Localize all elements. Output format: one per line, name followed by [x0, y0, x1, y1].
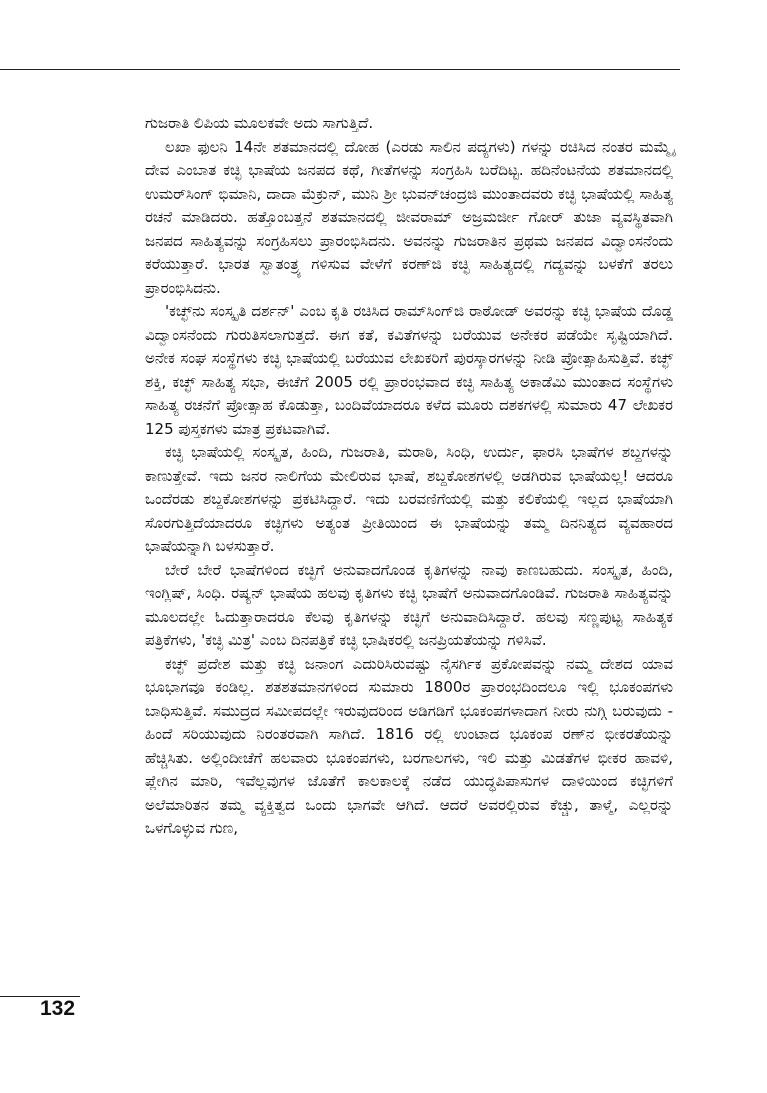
paragraph-6: ಕಚ್ಛ್ ಪ್ರದೇಶ ಮತ್ತು ಕಚ್ಛಿ ಜನಾಂಗ ಎದುರಿಸಿರುವಷ್ಟು ನೈಸರ್ಗಿಕ ಪ್ರಕೋಪವನ್ನು ನಮ್ಮ ದೇಶದ ಯಾವ ಭೂಭಾಗವೂ ಕಂಡಿಲ್ಲ. ಶತಶತಮಾನಗಳಿಂದ ಸುಮಾರು 1800ರ ಪ್ರಾರಂಭದಿಂದಲೂ ಇಲ್ಲಿ ಭೂಕಂಪಗಳು ಬಾಧಿಸುತ್ತಿವೆ. ಸಮುದ್ರದ ಸಮೀಪದಲ್ಲೇ ಇರುವುದರಿಂದ ಅಡಿಗಡಿಗೆ ಭೂಕಂಪಗಳಾದಾಗ ನೀರು ನುಗ್ಗಿ ಬರುವುದು - ಹಿಂದೆ ಸರಿಯುವುದು ನಿರಂತರವಾಗಿ ಸಾಗಿದೆ. 1816 ರಲ್ಲಿ ಉಂಟಾದ ಭೂಕಂಪ ರಣ್‌ನ ಭೀಕರತೆಯನ್ನು ಹೆಚ್ಚಿಸಿತು. ಅಲ್ಲಿಂದೀಚೆಗೆ ಹಲವಾರು ಭೂಕಂಪಗಳು, ಬರಗಾಲಗಳು, ಇಲಿ ಮತ್ತು ಮಿಡತೆಗಳ ಭೀಕರ ಹಾವಳಿ, ಪ್ಲೇಗಿನ ಮಾರಿ, ಇವೆಲ್ಲವುಗಳ ಜೊತೆಗೆ ಕಾಲಕಾಲಕ್ಕೆ ನಡೆದ ಯುದ್ಧಪಿಪಾಸುಗಳ ದಾಳಿಯಿಂದ ಕಚ್ಛಿಗಳಿಗೆ ಅಲೆಮಾರಿತನ ತಮ್ಮ ವ್ಯಕ್ತಿತ್ವದ ಒಂದು ಭಾಗವೇ ಆಗಿದೆ. ಆದರೆ ಅವರಲ್ಲಿರುವ ಕೆಚ್ಚು, ತಾಳ್ಮೆ, ಎಲ್ಲರನ್ನು ಒಳಗೊಳ್ಳುವ ಗುಣ, — [145, 654, 673, 837]
header-rule — [0, 69, 680, 70]
paragraph-5: ಬೇರೆ ಬೇರೆ ಭಾಷೆಗಳಿಂದ ಕಚ್ಛಿಗೆ ಅನುವಾದಗೊಂಡ ಕೃತಿಗಳನ್ನು ನಾವು ಕಾಣಬಹುದು. ಸಂಸ್ಕೃತ, ಹಿಂದಿ, ಇಂಗ್ಲಿಷ್, ಸಿಂಧಿ. ರಷ್ಯನ್ ಭಾಷೆಯ ಹಲವು ಕೃತಿಗಳು ಕಚ್ಛಿ ಭಾಷೆಗೆ ಅನುವಾದಗೊಂಡಿವೆ. ಗುಜರಾತಿ ಸಾಹಿತ್ಯವನ್ನು ಮೂಲದಲ್ಲೇ ಓದುತ್ತಾರಾದರೂ ಕೆಲವು ಕೃತಿಗಳನ್ನು ಕಚ್ಛಿಗೆ ಅನುವಾದಿಸಿದ್ದಾರೆ. ಹಲವು ಸಣ್ಣಪುಟ್ಟ ಸಾಹಿತ್ಯಕ ಪತ್ರಿಕೆಗಳು, 'ಕಚ್ಛಿ ಮಿತ್ರ' ಎಂಬ ದಿನಪತ್ರಿಕೆ ಕಚ್ಛಿ ಭಾಷಿಕರಲ್ಲಿ ಜನಪ್ರಿಯತೆಯನ್ನು ಗಳಿಸಿವೆ. — [145, 560, 673, 649]
paragraph-2: ಲಖಾ ಫುಲನಿ 14ನೇ ಶತಮಾನದಲ್ಲಿ ದೋಹ (ಎರಡು ಸಾಲಿನ ಪದ್ಯಗಳು) ಗಳನ್ನು ರಚಿಸಿದ ನಂತರ ಮಮ್ಮೈ ದೇವ ಎಂಬಾತ ಕಚ್ಛಿ ಭಾಷೆಯ ಜನಪದ ಕಥೆ, ಗೀತೆಗಳನ್ನು ಸಂಗ್ರಹಿಸಿ ಬರೆದಿಟ್ಟ. ಹದಿನೆಂಟನೆಯ ಶತಮಾನದಲ್ಲಿ ಉಮರ್‌ಸಿಂಗ್ ಭಿಮಾನಿ, ದಾದಾ ಮೆಕ್ರುನ್, ಮುನಿ ಶ್ರೀ ಭುವನ್‌ಚಂದ್ರಜಿ ಮುಂತಾದವರು ಕಚ್ಛಿ ಭಾಷೆಯಲ್ಲಿ ಸಾಹಿತ್ಯ ರಚನೆ ಮಾಡಿದರು. ಹತ್ತೊಂಬತ್ತನೆ ಶತಮಾನದಲ್ಲಿ ಜೀವರಾಮ್ ಅಜ್ರಮರ್ಜೀ ಗೋರ್ ತುಜಾ ವ್ಯವಸ್ಥಿತವಾಗಿ ಜನಪದ ಸಾಹಿತ್ಯವನ್ನು ಸಂಗ್ರಹಿಸಲು ಪ್ರಾರಂಭಿಸಿದನು. ಅವನನ್ನು ಗುಜರಾತಿನ ಪ್ರಥಮ ಜನಪದ ವಿದ್ವಾಂಸನೆಂದು ಕರೆಯುತ್ತಾರೆ. ಭಾರತ ಸ್ವಾತಂತ್ರ್ಯ ಗಳಿಸುವ ವೇಳೆಗೆ ಕರಣ್‌ಜಿ ಕಚ್ಛಿ ಸಾಹಿತ್ಯದಲ್ಲಿ ಗದ್ಯವನ್ನು ಬಳಕೆಗೆ ತರಲು ಪ್ರಾರಂಭಿಸಿದನು. — [145, 137, 673, 297]
body-text — [145, 112, 673, 841]
paragraph-1: ಗುಜರಾತಿ ಲಿಪಿಯ ಮೂಲಕವೇ ಅದು ಸಾಗುತ್ತಿದೆ. — [145, 114, 374, 132]
paragraph-4: ಕಚ್ಛಿ ಭಾಷೆಯಲ್ಲಿ ಸಂಸ್ಕೃತ, ಹಿಂದಿ, ಗುಜರಾತಿ, ಮರಾಠಿ, ಸಿಂಧಿ, ಉರ್ದು, ಫಾರಸಿ ಭಾಷೆಗಳ ಶಬ್ದಗಳನ್ನು ಕಾಣುತ್ತೇವೆ. ಇದು ಜನರ ನಾಲಿಗೆಯ ಮೇಲಿರುವ ಭಾಷೆ, ಶಬ್ದಕೋಶಗಳಲ್ಲಿ ಅಡಗಿರುವ ಭಾಷೆಯಲ್ಲ! ಆದರೂ ಒಂದೆರಡು ಶಬ್ದಕೋಶಗಳನ್ನು ಪ್ರಕಟಿಸಿದ್ದಾರೆ. ಇದು ಬರವಣಿಗೆಯಲ್ಲಿ ಮತ್ತು ಕಲಿಕೆಯಲ್ಲಿ ಇಲ್ಲದ ಭಾಷೆಯಾಗಿ ಸೊರಗುತ್ತಿದೆಯಾದರೂ ಕಚ್ಛಿಗಳು ಅತ್ಯಂತ ಪ್ರೀತಿಯಿಂದ ಈ ಭಾಷೆಯನ್ನು ತಮ್ಮ ದಿನನಿತ್ಯದ ವ್ಯವಹಾರದ ಭಾಷೆಯನ್ನಾಗಿ ಬಳಸುತ್ತಾರೆ. — [145, 443, 673, 555]
paragraph-3: 'ಕಚ್ಛ್‌ನು ಸಂಸ್ಕೃತಿ ದರ್ಶನ್' ಎಂಬ ಕೃತಿ ರಚಿಸಿದ ರಾಮ್‌ಸಿಂಗ್‌ಜಿ ರಾಠೋಡ್ ಅವರನ್ನು ಕಚ್ಛಿ ಭಾಷೆಯ ದೊಡ್ಡ ವಿದ್ವಾಂಸನೆಂದು ಗುರುತಿಸಲಾಗುತ್ತದೆ. ಈಗ ಕತೆ, ಕವಿತೆಗಳನ್ನು ಬರೆಯುವ ಅನೇಕರ ಪಡೆಯೇ ಸೃಷ್ಟಿಯಾಗಿದೆ. ಅನೇಕ ಸಂಘ ಸಂಸ್ಥೆಗಳು ಕಚ್ಛಿ ಭಾಷೆಯಲ್ಲಿ ಬರೆಯುವ ಲೇಖಕರಿಗೆ ಪುರಸ್ಕಾರಗಳನ್ನು ನೀಡಿ ಪ್ರೋತ್ಸಾಹಿಸುತ್ತಿವೆ. ಕಚ್ಛ್ ಶಕ್ತಿ, ಕಚ್ಛ್ ಸಾಹಿತ್ಯ ಸಭಾ, ಈಚೆಗೆ 2005 ರಲ್ಲಿ ಪ್ರಾರಂಭವಾದ ಕಚ್ಛಿ ಸಾಹಿತ್ಯ ಅಕಾಡೆಮಿ ಮುಂತಾದ ಸಂಸ್ಥೆಗಳು ಸಾಹಿತ್ಯ ರಚನೆಗೆ ಪ್ರೋತ್ಸಾಹ ಕೊಡುತ್ತಾ, ಬಂದಿವೆಯಾದರೂ ಕಳೆದ ಮೂರು ದಶಕಗಳಲ್ಲಿ ಸುಮಾರು 47 ಲೇಖಕರ 125 ಪುಸ್ತಕಗಳು ಮಾತ್ರ ಪ್ರಕಟವಾಗಿವೆ. — [145, 302, 673, 438]
page-number: 132 — [40, 997, 76, 1020]
